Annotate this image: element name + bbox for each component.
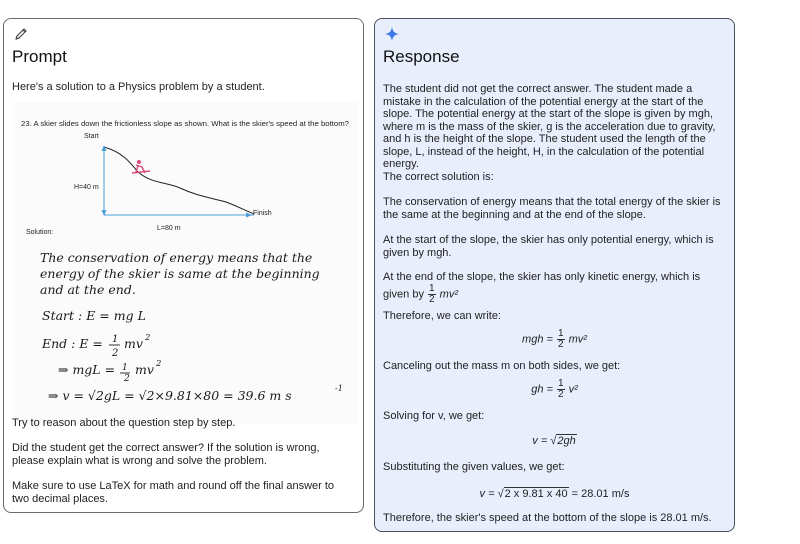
instruction-2: Did the student get the correct answer? If the solution is wrong, please explain what is wrong and solve the problem. (12, 442, 320, 467)
start-label: Start (84, 133, 99, 140)
svg-text:The conservation of energy mea: The conservation of energy means that the (40, 250, 313, 265)
svg-text:⇒ mgL =: ⇒ mgL = (58, 362, 116, 377)
slope-diagram (102, 145, 255, 218)
pencil-icon (14, 27, 28, 41)
question-text: 23. A skier slides down the frictionless slope as shown. What is the skier's speed at the bottom? (21, 119, 349, 128)
response-p1: The student did not get the correct answer. The student made a mistake in the calculation of the potential energy at the start of the slope. The potential energy at the start of the slope is given by mgh, where m is the mass of the skier, g is the acceleration due to gravity, and h is the height of the slope. The student used the length of the slope, L, instead of the height, H, in the calculation of the potential energy. (383, 83, 716, 170)
solution-label: Solution: (26, 229, 54, 236)
svg-text:energy of the skier is same at: energy of the skier is same at the beginning (40, 266, 320, 281)
svg-text:mv: mv (135, 362, 154, 377)
instruction-3: Make sure to use LaTeX for math and round off the final answer to two decimal places. (12, 480, 335, 505)
response-p8: Solving for v, we get: (383, 410, 485, 422)
svg-text:2: 2 (124, 374, 130, 384)
response-p7: Canceling out the mass m on both sides, we get: (383, 360, 621, 372)
prompt-title: Prompt (12, 47, 67, 66)
handwritten-solution (40, 250, 343, 403)
finish-label: Finish (253, 210, 272, 217)
response-card (374, 18, 735, 532)
svg-text:⇒ v = √2gL = √2×9.81×80 = 3: ⇒ v = √2gL = √2×9.81×80 = 39.6 m s (48, 388, 292, 403)
equation-1: mgh = $\frac{1}{2}$ mv² (522, 328, 587, 350)
svg-text:mv: mv (124, 336, 143, 351)
skier-icon (132, 160, 150, 173)
length-label: L=80 m (157, 225, 181, 232)
equation-2: gh = $\frac{1}{2}$ v² (531, 378, 578, 400)
response-p9: Substituting the given values, we get: (383, 461, 565, 473)
svg-text:1: 1 (112, 334, 119, 345)
prompt-card (3, 18, 364, 513)
response-p5: At the end of the slope, the skier has only kinetic energy, which is given by $\frac{1}{2}$ mv² (383, 271, 701, 305)
problem-image (12, 102, 357, 424)
svg-text:and at the end.: and at the end. (40, 282, 136, 297)
svg-text:1: 1 (122, 363, 128, 373)
equation-4: v = √2 x 9.81 x 40 = 28.01 m/s (479, 488, 630, 500)
response-p6: Therefore, we can write: (383, 310, 501, 322)
svg-text:End : E =: End : E = (42, 336, 103, 351)
svg-text:-1: -1 (335, 384, 343, 393)
svg-text:2: 2 (156, 359, 162, 369)
prompt-intro: Here's a solution to a Physics problem by a student. (12, 81, 265, 93)
response-p3: The conservation of energy means that the total energy of the skier is the same at the beginning and at the end of the slope. (383, 196, 721, 221)
sparkle-icon (385, 27, 399, 41)
svg-text:2: 2 (145, 333, 151, 343)
response-title: Response (383, 47, 460, 66)
response-p4: At the start of the slope, the skier has only potential energy, which is given by mgh. (383, 234, 714, 259)
response-p2: The correct solution is: (383, 171, 494, 183)
instruction-1: Try to reason about the question step by step. (12, 417, 236, 429)
equation-3: v = √2gh (532, 435, 576, 447)
svg-text:Start : E = mg L: Start : E = mg L (42, 308, 146, 323)
height-label: H=40 m (74, 184, 99, 191)
svg-text:2: 2 (112, 348, 119, 359)
response-p10: Therefore, the skier's speed at the bottom of the slope is 28.01 m/s. (383, 512, 712, 524)
